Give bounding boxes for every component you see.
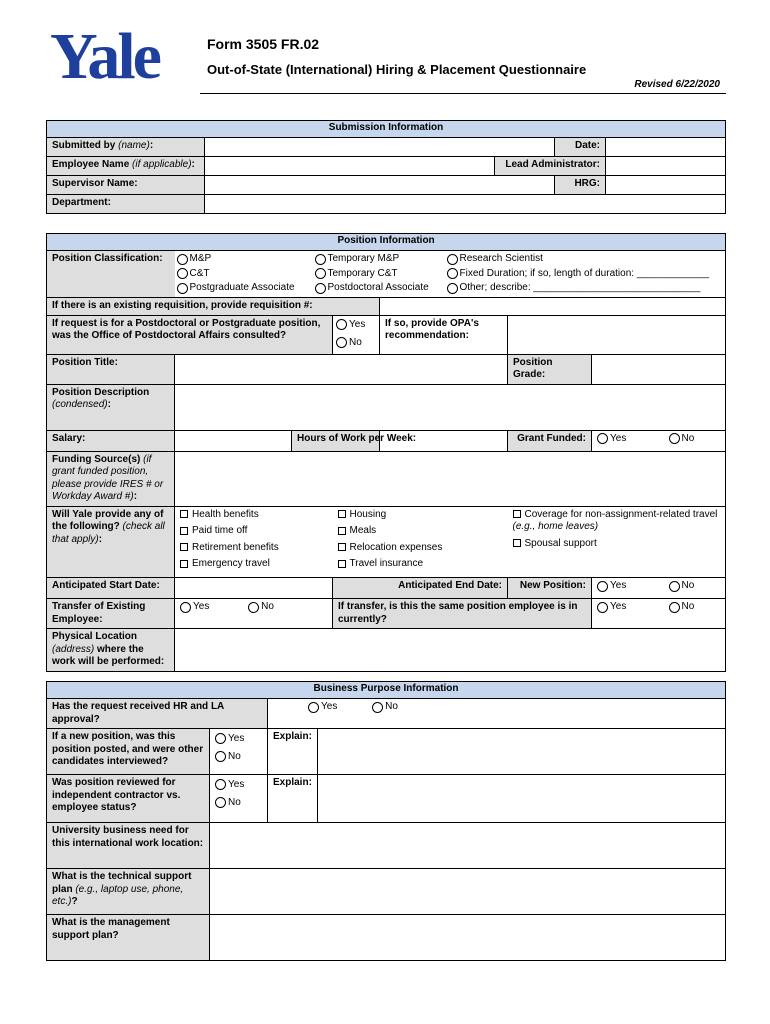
hours-label: Hours of Work per Week: bbox=[292, 430, 380, 451]
business-section bbox=[46, 681, 726, 961]
funding-source-field[interactable] bbox=[175, 451, 726, 506]
postdoc-question: If request is for a Postdoctoral or Postgraduate position, was the Office of Postdoctoral Affairs consulted? bbox=[47, 315, 333, 354]
department-field[interactable] bbox=[205, 195, 726, 214]
benefits-col2 bbox=[333, 506, 508, 577]
transfer-radios bbox=[175, 599, 333, 629]
posted-label: If a new position, was this position posted, and were other candidates interviewed? bbox=[47, 729, 210, 775]
univ-need-field[interactable] bbox=[210, 823, 726, 869]
form-number: Form 3505 FR.02 bbox=[207, 36, 320, 52]
check-health[interactable]: Health benefits bbox=[180, 509, 328, 522]
hr-la-label: Has the request received HR and LA approval? bbox=[47, 699, 268, 729]
position-header: Position Information bbox=[47, 234, 726, 251]
radio-other[interactable]: Other; describe: ______________________________ bbox=[447, 282, 721, 295]
check-housing[interactable]: Housing bbox=[338, 509, 503, 522]
header-divider bbox=[200, 93, 726, 94]
opa-recommendation-label: If so, provide OPA's recommendation: bbox=[380, 315, 508, 354]
requisition-field[interactable] bbox=[380, 298, 726, 316]
lead-admin-field[interactable] bbox=[606, 157, 726, 176]
salary-field[interactable] bbox=[175, 430, 292, 451]
position-section bbox=[46, 233, 726, 672]
radio-grant-yes[interactable]: Yes bbox=[592, 430, 664, 451]
submission-header: Submission Information bbox=[47, 121, 726, 138]
date-field[interactable] bbox=[606, 138, 726, 157]
end-date-label: Anticipated End Date: bbox=[333, 577, 508, 598]
physical-location-field[interactable] bbox=[175, 629, 726, 672]
radio-postdoc-no[interactable]: No bbox=[336, 335, 362, 350]
check-travel-insurance[interactable]: Travel insurance bbox=[338, 558, 503, 571]
radio-fixed-duration[interactable]: Fixed Duration; if so, length of duration: _____________ bbox=[447, 268, 721, 281]
univ-need-label: University business need for this international work location: bbox=[47, 823, 210, 869]
radio-temp-mp[interactable]: Temporary M&P bbox=[315, 253, 447, 266]
department-label: Department: bbox=[47, 195, 205, 214]
funding-source-label: Funding Source(s) (if grant funded position, please provide IRES # or Workday Award #): bbox=[47, 451, 175, 506]
posted-radios bbox=[210, 729, 268, 775]
radio-hr-no[interactable]: No bbox=[372, 701, 398, 714]
mgmt-support-label: What is the management support plan? bbox=[47, 915, 210, 961]
postdoc-radios bbox=[333, 315, 380, 354]
radio-hr-yes[interactable]: Yes bbox=[308, 701, 337, 714]
radio-new-no[interactable]: No bbox=[664, 577, 726, 598]
employee-name-label: Employee Name (if applicable): bbox=[47, 157, 205, 176]
hrg-field[interactable] bbox=[606, 176, 726, 195]
business-header: Business Purpose Information bbox=[47, 682, 726, 699]
radio-mp[interactable]: M&P bbox=[177, 253, 315, 266]
radio-transfer-no[interactable]: No bbox=[248, 601, 274, 614]
new-position-label: New Position: bbox=[508, 577, 592, 598]
radio-ct[interactable]: C&T bbox=[177, 268, 315, 281]
same-position-label: If transfer, is this the same position employee is in currently? bbox=[333, 599, 592, 629]
radio-reviewed-no[interactable]: No bbox=[215, 795, 241, 810]
transfer-label: Transfer of Existing Employee: bbox=[47, 599, 175, 629]
position-grade-label: Position Grade: bbox=[508, 354, 592, 384]
hrg-label: HRG: bbox=[555, 176, 606, 195]
submitted-by-field[interactable] bbox=[205, 138, 555, 157]
posted-explain-field[interactable] bbox=[318, 729, 726, 775]
reviewed-radios bbox=[210, 775, 268, 823]
form-title: Out-of-State (International) Hiring & Placement Questionnaire bbox=[207, 62, 587, 77]
tech-support-field[interactable] bbox=[210, 869, 726, 915]
revised-date: Revised 6/22/2020 bbox=[634, 79, 720, 90]
benefits-col3 bbox=[508, 506, 726, 577]
position-description-label: Position Description (condensed): bbox=[47, 384, 175, 430]
submission-section bbox=[46, 120, 726, 214]
classification-label: Position Classification: bbox=[47, 251, 175, 298]
physical-location-label: Physical Location (address) where the work will be performed: bbox=[47, 629, 175, 672]
radio-postdoc[interactable]: Postdoctoral Associate bbox=[315, 282, 447, 295]
yale-provide-label: Will Yale provide any of the following? (check all that apply): bbox=[47, 506, 175, 577]
grant-funded-label: Grant Funded: bbox=[508, 430, 592, 451]
classification-options bbox=[175, 251, 726, 298]
radio-postdoc-yes[interactable]: Yes bbox=[336, 317, 365, 332]
radio-transfer-yes[interactable]: Yes bbox=[180, 601, 209, 614]
salary-label: Salary: bbox=[47, 430, 175, 451]
posted-explain-label: Explain: bbox=[268, 729, 318, 775]
lead-admin-label: Lead Administrator: bbox=[495, 157, 606, 176]
benefits-col1 bbox=[175, 506, 333, 577]
radio-reviewed-yes[interactable]: Yes bbox=[215, 777, 244, 792]
reviewed-explain-label: Explain: bbox=[268, 775, 318, 823]
opa-recommendation-field[interactable] bbox=[508, 315, 726, 354]
check-coverage[interactable]: Coverage for non-assignment-related travel (e.g., home leaves) bbox=[512, 508, 718, 533]
radio-postgrad[interactable]: Postgraduate Associate bbox=[177, 282, 315, 295]
position-title-field[interactable] bbox=[175, 354, 508, 384]
reviewed-explain-field[interactable] bbox=[318, 775, 726, 823]
radio-research-scientist[interactable]: Research Scientist bbox=[447, 253, 721, 266]
radio-same-no[interactable]: No bbox=[664, 599, 726, 629]
mgmt-support-field[interactable] bbox=[210, 915, 726, 961]
radio-same-yes[interactable]: Yes bbox=[592, 599, 664, 629]
start-date-label: Anticipated Start Date: bbox=[47, 577, 175, 598]
date-label: Date: bbox=[555, 138, 606, 157]
radio-grant-no[interactable]: No bbox=[664, 430, 726, 451]
radio-new-yes[interactable]: Yes bbox=[592, 577, 664, 598]
reviewed-label: Was position reviewed for independent contractor vs. employee status? bbox=[47, 775, 210, 823]
check-emergency-travel[interactable]: Emergency travel bbox=[180, 558, 328, 571]
check-retirement[interactable]: Retirement benefits bbox=[180, 542, 328, 555]
position-description-field[interactable] bbox=[175, 384, 726, 430]
yale-logo: Yale bbox=[50, 20, 159, 93]
submitted-by-label: Submitted by (name): bbox=[47, 138, 205, 157]
supervisor-label: Supervisor Name: bbox=[47, 176, 205, 195]
check-spousal[interactable]: Spousal support bbox=[513, 538, 721, 551]
position-grade-field[interactable] bbox=[592, 354, 726, 384]
tech-support-label: What is the technical support plan (e.g., laptop use, phone, etc.)? bbox=[47, 869, 210, 915]
radio-posted-no[interactable]: No bbox=[215, 749, 241, 764]
position-title-label: Position Title: bbox=[47, 354, 175, 384]
radio-temp-ct[interactable]: Temporary C&T bbox=[315, 268, 447, 281]
start-date-field[interactable] bbox=[175, 577, 333, 598]
requisition-label: If there is an existing requisition, provide requisition #: bbox=[47, 298, 380, 316]
check-relocation[interactable]: Relocation expenses bbox=[338, 542, 503, 555]
check-meals[interactable]: Meals bbox=[338, 525, 503, 538]
employee-name-field[interactable] bbox=[205, 157, 495, 176]
supervisor-field[interactable] bbox=[205, 176, 555, 195]
radio-posted-yes[interactable]: Yes bbox=[215, 731, 244, 746]
check-pto[interactable]: Paid time off bbox=[180, 525, 328, 538]
hr-la-radios bbox=[268, 699, 726, 729]
